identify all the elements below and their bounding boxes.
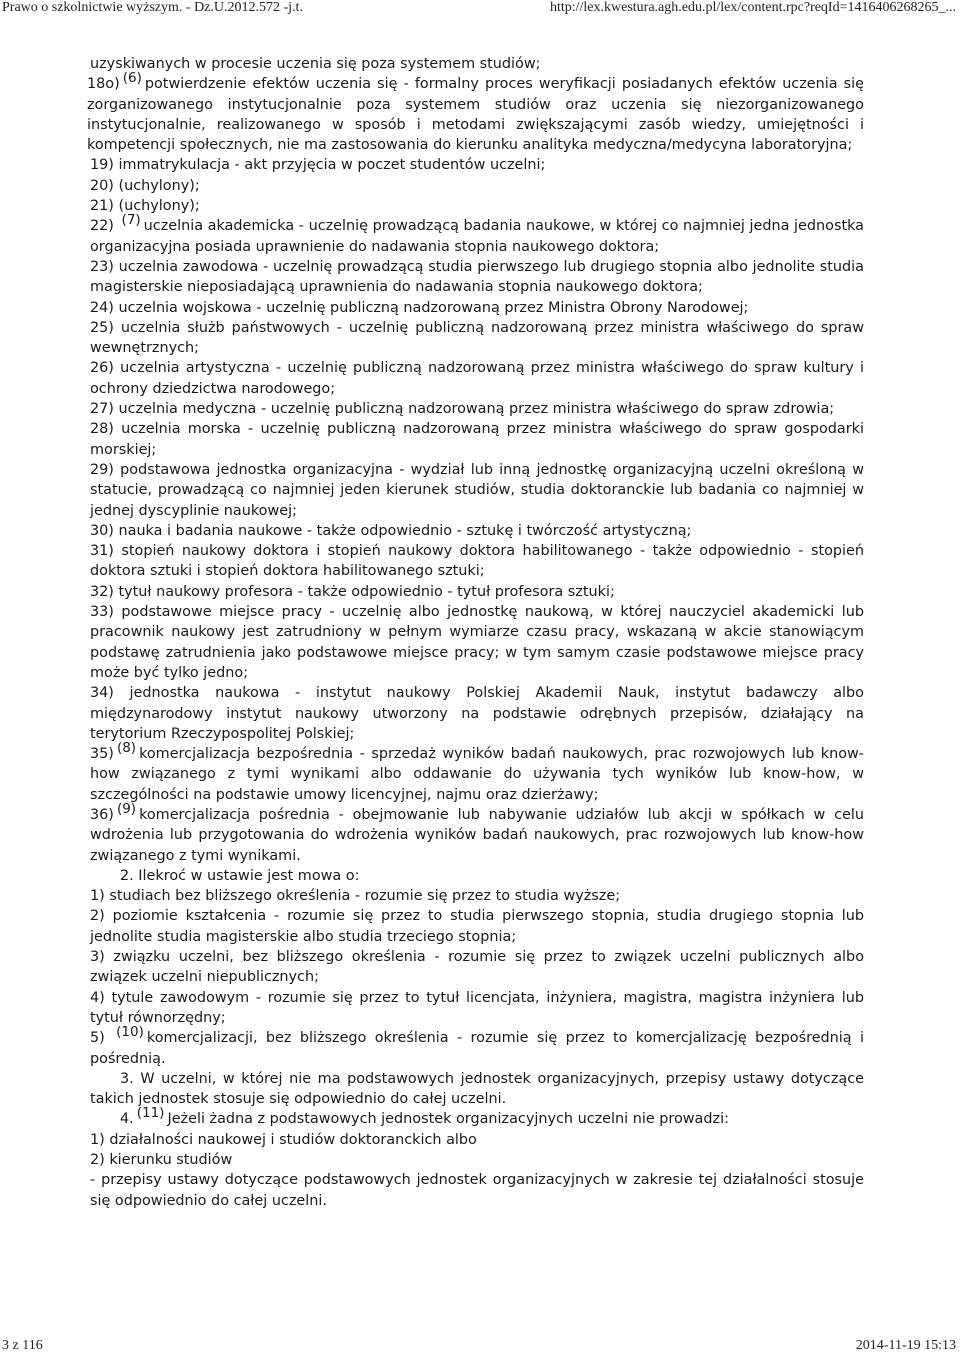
footnote-ref[interactable]: (6) bbox=[122, 70, 142, 87]
item-text: uczelnia akademicka - uczelnię prowadzącą badania naukowe, w której co najmniej jedna jednostka organizacyjna posiada uprawnienie do nadawania stopnia naukowego doktora; bbox=[90, 218, 865, 255]
item-31: 31) stopień naukowy doktora i stopień naukowy doktora habilitowanego - także odpowiednio - stopień doktora sztuki i stopień doktora habilitowanego sztuki; bbox=[90, 543, 864, 580]
item-text: komercjalizacja pośrednia - obejmowanie lub nabywanie udziałów lub akcji w spółkach w celu wdrożenia lub przygotowania do wdrożenia wyników badań naukowych, prac rozwojowych lub know-how związanego z tymi wynikami. bbox=[90, 806, 864, 864]
section-2-item-1: 1) studiach bez bliższego określenia - rozumie się przez to studia wyższe; bbox=[90, 888, 621, 905]
item-25: 25) uczelnia służb państwowych - uczelnię publiczną nadzorowaną przez ministra właściwego do spraw wewnętrznych; bbox=[90, 319, 864, 357]
item-text: potwierdzenie efektów uczenia się - formalny proces weryfikacji posiadanych efektów uczenia się zorganizowanego instytucjonalnie poza systemem studiów oraz uczenia się niezorganizowanego instytucjonalnie, realizowanego w sposób i metodami zwiększającymi zasób wiedzy, umiejętności i kompetencji społecznych, nie ma zastosowania do kierunku analityka medyczna/medycyna laboratoryjna; bbox=[87, 76, 864, 154]
item-29: 29) podstawowa jednostka organizacyjna - wydział lub inną jednostkę organizacyjną uczelni określoną w statucie, prowadzącą co najmniej jeden kierunek studiów, studia doktoranckie lub badania co najmniej w jednej dyscyplinie naukowej; bbox=[90, 461, 864, 519]
document-body bbox=[87, 54, 865, 1211]
item-number: 22) bbox=[90, 218, 114, 235]
item-number: 36) bbox=[90, 806, 114, 823]
item-32: 32) tytuł naukowy profesora - także odpowiednio - tytuł profesora sztuki; bbox=[90, 583, 615, 600]
item-23: 23) uczelnia zawodowa - uczelnię prowadzącą studia pierwszego lub drugiego stopnia albo jednolite studia magisterskie nieposiadającą uprawnienia do nadawania stopnia naukowego doktora; bbox=[90, 258, 864, 296]
section-2-heading: 2. Ilekroć w ustawie jest mowa o: bbox=[120, 867, 360, 884]
section-number: 4. bbox=[120, 1111, 134, 1128]
item-35 bbox=[90, 740, 864, 805]
item-text: komercjalizacja bezpośrednia - sprzedaż wyników badań naukowych, prac rozwojowych lub know-how związanego z tymi wynikami albo oddawanie do używania tych wyników lub know-how, w szczególności na podstawie umowy licencyjnej, najmu oraz dzierżawy; bbox=[90, 746, 864, 803]
item-36 bbox=[90, 800, 864, 866]
paragraph-continuation: uzyskiwanych w procesie uczenia się poza systemem studiów; bbox=[90, 56, 541, 72]
item-21: 21) (uchylony); bbox=[90, 198, 200, 215]
print-timestamp: 2014-11-19 15:13 bbox=[855, 1338, 956, 1353]
page-header bbox=[0, 0, 960, 18]
source-url[interactable]: http://lex.kwestura.agh.edu.pl/lex/content.rpc?reqId=1416406268265_... bbox=[549, 0, 956, 15]
section-4-intro bbox=[90, 1105, 864, 1129]
page-footer bbox=[0, 1338, 960, 1354]
item-18o bbox=[87, 70, 864, 155]
section-2-item-5 bbox=[90, 1024, 864, 1069]
item-text: Jeżeli żadna z podstawowych jednostek organizacyjnych uczelni nie prowadzi: bbox=[167, 1111, 729, 1128]
item-34: 34) jednostka naukowa - instytut naukowy Polskiej Akademii Nauk, instytut badawczy albo międzynarodowy instytut naukowy utworzony na podstawie odrębnych przepisów, działający na terytorium Rzeczypospolitej Polskiej; bbox=[90, 685, 864, 742]
footnote-ref[interactable]: (11) bbox=[136, 1105, 165, 1122]
footnote-ref[interactable]: (7) bbox=[121, 212, 141, 229]
section-2-item-4: 4) tytule zawodowym - rozumie się przez to tytuł licencjata, inżyniera, magistra, magistra inżyniera lub tytuł równorzędny; bbox=[90, 989, 864, 1026]
section-2-item-3: 3) związku uczelni, bez bliższego określenia - rozumie się przez to związek uczelni publicznych albo związek uczelni niepublicznych; bbox=[90, 949, 864, 986]
item-27: 27) uczelnia medyczna - uczelnię publiczną nadzorowaną przez ministra właściwego do spraw zdrowia; bbox=[90, 401, 835, 418]
item-20: 20) (uchylony); bbox=[90, 177, 200, 194]
document-title: Prawo o szkolnictwie wyższym. - Dz.U.2012.572 -j.t. bbox=[2, 0, 303, 15]
footnote-ref[interactable]: (9) bbox=[116, 800, 137, 817]
footnote-ref[interactable]: (10) bbox=[116, 1024, 144, 1041]
section-4-item-2: 2) kierunku studiów bbox=[90, 1152, 233, 1169]
section-3: 3. W uczelni, w której nie ma podstawowych jednostek organizacyjnych, przepisy ustawy dotyczące takich jednostek stosuje się odpowiednio do całej uczelni. bbox=[90, 1070, 864, 1108]
item-number: 35) bbox=[90, 746, 114, 763]
item-33: 33) podstawowe miejsce pracy - uczelnię albo jednostkę naukową, w której nauczyciel akademicki lub pracownik naukowy jest zatrudniony w pełnym wymiarze czasu pracy, wskazaną w akcie stanowiącym podstawę zatrudnienia jako podstawowe miejsce pracy; w tym samym czasie podstawowe miejsce pracy może być tylko jedno; bbox=[90, 604, 864, 681]
item-number: 5) bbox=[90, 1030, 105, 1047]
item-24: 24) uczelnia wojskowa - uczelnię publiczną nadzorowaną przez Ministra Obrony Narodowej; bbox=[90, 299, 749, 316]
item-28: 28) uczelnia morska - uczelnię publiczną nadzorowaną przez ministra właściwego do spraw gospodarki morskiej; bbox=[90, 421, 864, 458]
item-19: 19) immatrykulacja - akt przyjęcia w poczet studentów uczelni; bbox=[90, 157, 546, 174]
item-26: 26) uczelnia artystyczna - uczelnię publiczną nadzorowaną przez ministra właściwego do spraw kultury i ochrony dziedzictwa narodowego; bbox=[90, 360, 864, 397]
item-number: 18o) bbox=[87, 76, 120, 93]
item-text: komercjalizacji, bez bliższego określenia - rozumie się przez to komercjalizację bezpośrednią i pośrednią. bbox=[90, 1030, 864, 1067]
section-4-item-1: 1) działalności naukowej i studiów doktoranckich albo bbox=[90, 1131, 477, 1148]
section-2-item-2: 2) poziomie kształcenia - rozumie się przez to studia pierwszego stopnia, studia drugiego stopnia lub jednolite studia magisterskie albo studia trzeciego stopnia; bbox=[90, 908, 864, 945]
item-30: 30) nauka i badania naukowe - także odpowiednio - sztukę i twórczość artystyczną; bbox=[90, 522, 692, 539]
page-counter: 3 z 116 bbox=[2, 1338, 43, 1353]
section-4-closing: - przepisy ustawy dotyczące podstawowych jednostek organizacyjnych w zakresie tej działalności stosuje się odpowiednio do całej uczelni. bbox=[90, 1172, 864, 1209]
footnote-ref[interactable]: (8) bbox=[116, 740, 137, 757]
item-22 bbox=[90, 212, 865, 257]
